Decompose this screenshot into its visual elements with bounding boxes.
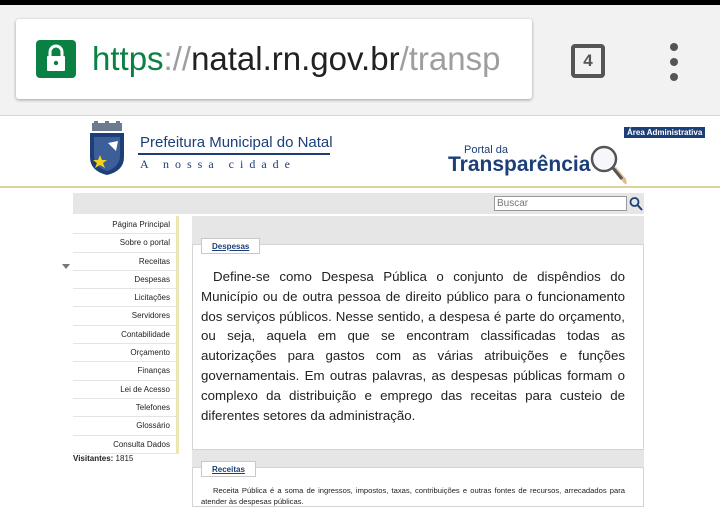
- sidebar-item-orcamento[interactable]: Orçamento: [73, 344, 179, 362]
- sidebar-item-contabilidade[interactable]: Contabilidade: [73, 326, 179, 344]
- search-input[interactable]: [494, 196, 627, 211]
- visitors-label: Visitantes:: [73, 454, 114, 463]
- title-divider: [138, 153, 330, 155]
- portal-label-small[interactable]: Portal da: [464, 144, 509, 156]
- despesas-panel: [192, 244, 644, 450]
- search-icon[interactable]: [629, 196, 643, 211]
- sidebar-item-receitas[interactable]: Receitas: [73, 253, 179, 271]
- url-path: /transp: [399, 40, 501, 77]
- url-text[interactable]: [92, 39, 500, 79]
- address-bar[interactable]: [16, 19, 532, 99]
- tab-despesas[interactable]: Despesas: [201, 238, 260, 254]
- tab-switcher-button[interactable]: 4: [571, 44, 605, 78]
- magnifier-icon: [588, 143, 630, 187]
- site-subtitle: A nossa cidade: [140, 157, 296, 171]
- content-area: [73, 193, 644, 506]
- admin-area-link[interactable]: Área Administrativa: [624, 127, 705, 138]
- receitas-panel: [192, 467, 644, 507]
- url-scheme: https: [92, 40, 164, 77]
- site-header: [0, 117, 720, 189]
- sidebar-item-sobre-o-portal[interactable]: Sobre o portal: [73, 234, 179, 252]
- url-host: natal.rn.gov.br: [191, 40, 400, 77]
- lock-icon[interactable]: [36, 40, 76, 78]
- sidebar-item-telefones[interactable]: Telefones: [73, 399, 179, 417]
- sidebar-item-servidores[interactable]: Servidores: [73, 307, 179, 325]
- header-divider: [0, 186, 720, 188]
- sidebar-item-consulta-dados[interactable]: Consulta Dados: [73, 436, 179, 454]
- sidebar-item-financas[interactable]: Finanças: [73, 362, 179, 380]
- sidebar-item-licitacoes[interactable]: Licitações: [73, 289, 179, 307]
- main-panel: [192, 216, 644, 506]
- despesas-description: Define-se como Despesa Pública o conjunto de dispêndios do Município ou de outra pessoa de direito público para o funcionamento dos serviços públicos. Nesse sentido, a despesa é parte do orçamento, ou seja, aquela em que se encontram classificadas todas as autorizações para gastos com as várias atribuições e funções governamentais. Em outras palavras, as despesas públicas formam o complexo da distribuição e emprego das receitas para custeio de diferentes setores da administração.: [201, 269, 625, 423]
- receitas-description: Receita Pública é a soma de ingressos, impostos, taxas, contribuições e outras fontes de recursos, arrecadados para atender às despesas públicas.: [201, 486, 625, 506]
- tab-receitas[interactable]: Receitas: [201, 461, 256, 477]
- search-bar: [73, 193, 644, 214]
- browser-toolbar: [0, 5, 720, 116]
- portal-label-big[interactable]: Transparência: [448, 153, 591, 176]
- sidebar-item-glossario[interactable]: Glossário: [73, 417, 179, 435]
- visitor-counter: [73, 454, 133, 463]
- city-crest-icon[interactable]: [88, 121, 126, 175]
- url-separator: ://: [163, 40, 192, 77]
- sidebar-item-despesas[interactable]: Despesas: [73, 271, 179, 289]
- sidebar-item-lei-de-acesso[interactable]: Lei de Acesso: [73, 381, 179, 399]
- web-page: [0, 117, 720, 506]
- sidebar-item-pagina-principal[interactable]: Página Principal: [73, 216, 179, 234]
- overflow-menu-icon[interactable]: [664, 43, 684, 83]
- site-title[interactable]: Prefeitura Municipal do Natal: [140, 134, 333, 151]
- expand-arrow-icon[interactable]: [62, 264, 70, 269]
- visitors-count: 1815: [115, 454, 134, 463]
- sidebar-nav: [73, 216, 179, 454]
